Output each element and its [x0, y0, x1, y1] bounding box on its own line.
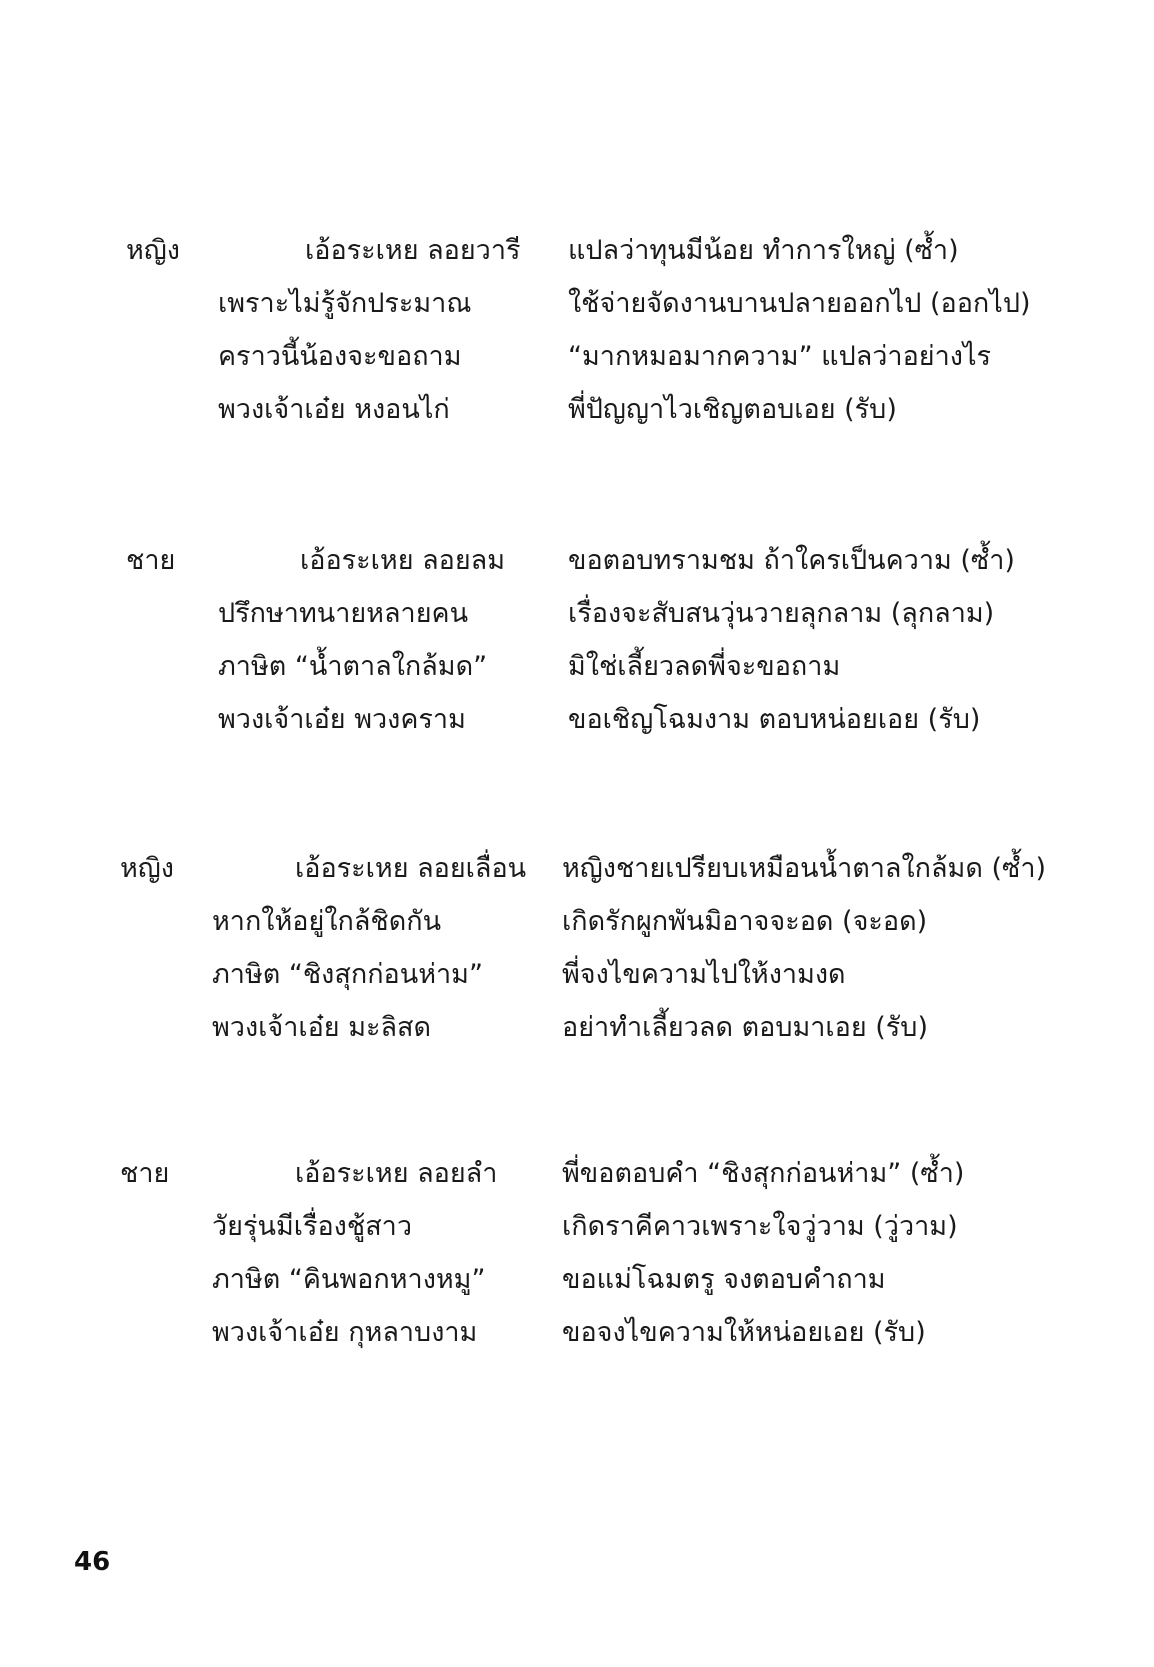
- verse-right: ขอเชิญโฉมงาม ตอบหน่อยเอย (รับ): [568, 704, 981, 735]
- verse-right: หญิงชายเปรียบเหมือนน้ำตาลใกล้มด (ซ้ำ): [562, 853, 1047, 884]
- verse-right: พี่ขอตอบคำ “ชิงสุกก่อนห่าม” (ซ้ำ): [562, 1158, 965, 1189]
- verse-left: เอ้อระเหย ลอยลม: [300, 545, 506, 576]
- speaker-label: หญิง: [126, 235, 180, 266]
- verse-right: ขอตอบทรามชม ถ้าใครเป็นความ (ซ้ำ): [568, 545, 1015, 576]
- verse-left: วัยรุ่นมีเรื่องชู้สาว: [212, 1211, 412, 1242]
- verse-left: เอ้อระเหย ลอยลำ: [295, 1158, 498, 1189]
- stanza-4: [0, 1148, 1154, 1358]
- speaker-label: ชาย: [126, 545, 176, 576]
- verse-left: หากให้อยู่ใกล้ชิดกัน: [212, 906, 442, 937]
- page-number: 46: [74, 1547, 111, 1577]
- verse-left: ภาษิต “ชิงสุกก่อนห่าม”: [212, 959, 483, 990]
- verse-left: ภาษิต “คินพอกหางหมู”: [212, 1264, 486, 1295]
- verse-right: พี่จงไขความไปให้งามงด: [562, 959, 846, 990]
- verse-right: เกิดรักผูกพันมิอาจจะอด (จะอด): [562, 906, 928, 937]
- verse-right: แปลว่าทุนมีน้อย ทำการใหญ่ (ซ้ำ): [568, 235, 959, 266]
- verse-right: มิใช่เลี้ยวลดพี่จะขอถาม: [568, 651, 841, 682]
- verse-right: ขอแม่โฉมตรู จงตอบคำถาม: [562, 1264, 886, 1295]
- verse-right: พี่ปัญญาไวเชิญตอบเอย (รับ): [568, 394, 897, 425]
- verse-left: พวงเจ้าเอ๋ย กุหลาบงาม: [212, 1317, 478, 1348]
- stanza-2: [0, 535, 1154, 745]
- verse-right: ขอจงไขความให้หน่อยเอย (รับ): [562, 1317, 926, 1348]
- verse-right: เกิดราคีคาวเพราะใจวู่วาม (วู่วาม): [562, 1211, 958, 1242]
- verse-right: เรื่องจะสับสนวุ่นวายลุกลาม (ลุกลาม): [568, 598, 995, 629]
- verse-right: อย่าทำเลี้ยวลด ตอบมาเอย (รับ): [562, 1012, 928, 1043]
- verse-right: “มากหมอมากความ” แปลว่าอย่างไร: [568, 341, 992, 372]
- stanza-1: [0, 225, 1154, 435]
- verse-left: พวงเจ้าเอ๋ย มะลิสด: [212, 1012, 432, 1043]
- verse-right: ใช้จ่ายจัดงานบานปลายออกไป (ออกไป): [568, 288, 1031, 319]
- verse-left: ภาษิต “น้ำตาลใกล้มด”: [218, 651, 488, 682]
- verse-left: ปรึกษาทนายหลายคน: [218, 598, 469, 629]
- speaker-label: หญิง: [120, 853, 174, 884]
- stanza-3: [0, 843, 1154, 1053]
- verse-left: เพราะไม่รู้จักประมาณ: [218, 288, 472, 319]
- verse-left: เอ้อระเหย ลอยเลื่อน: [295, 853, 527, 884]
- speaker-label: ชาย: [120, 1158, 170, 1189]
- verse-left: คราวนี้น้องจะขอถาม: [218, 341, 462, 372]
- verse-left: พวงเจ้าเอ๋ย พวงคราม: [218, 704, 466, 735]
- verse-left: เอ้อระเหย ลอยวารี: [305, 235, 521, 266]
- verse-left: พวงเจ้าเอ๋ย หงอนไก่: [218, 394, 450, 425]
